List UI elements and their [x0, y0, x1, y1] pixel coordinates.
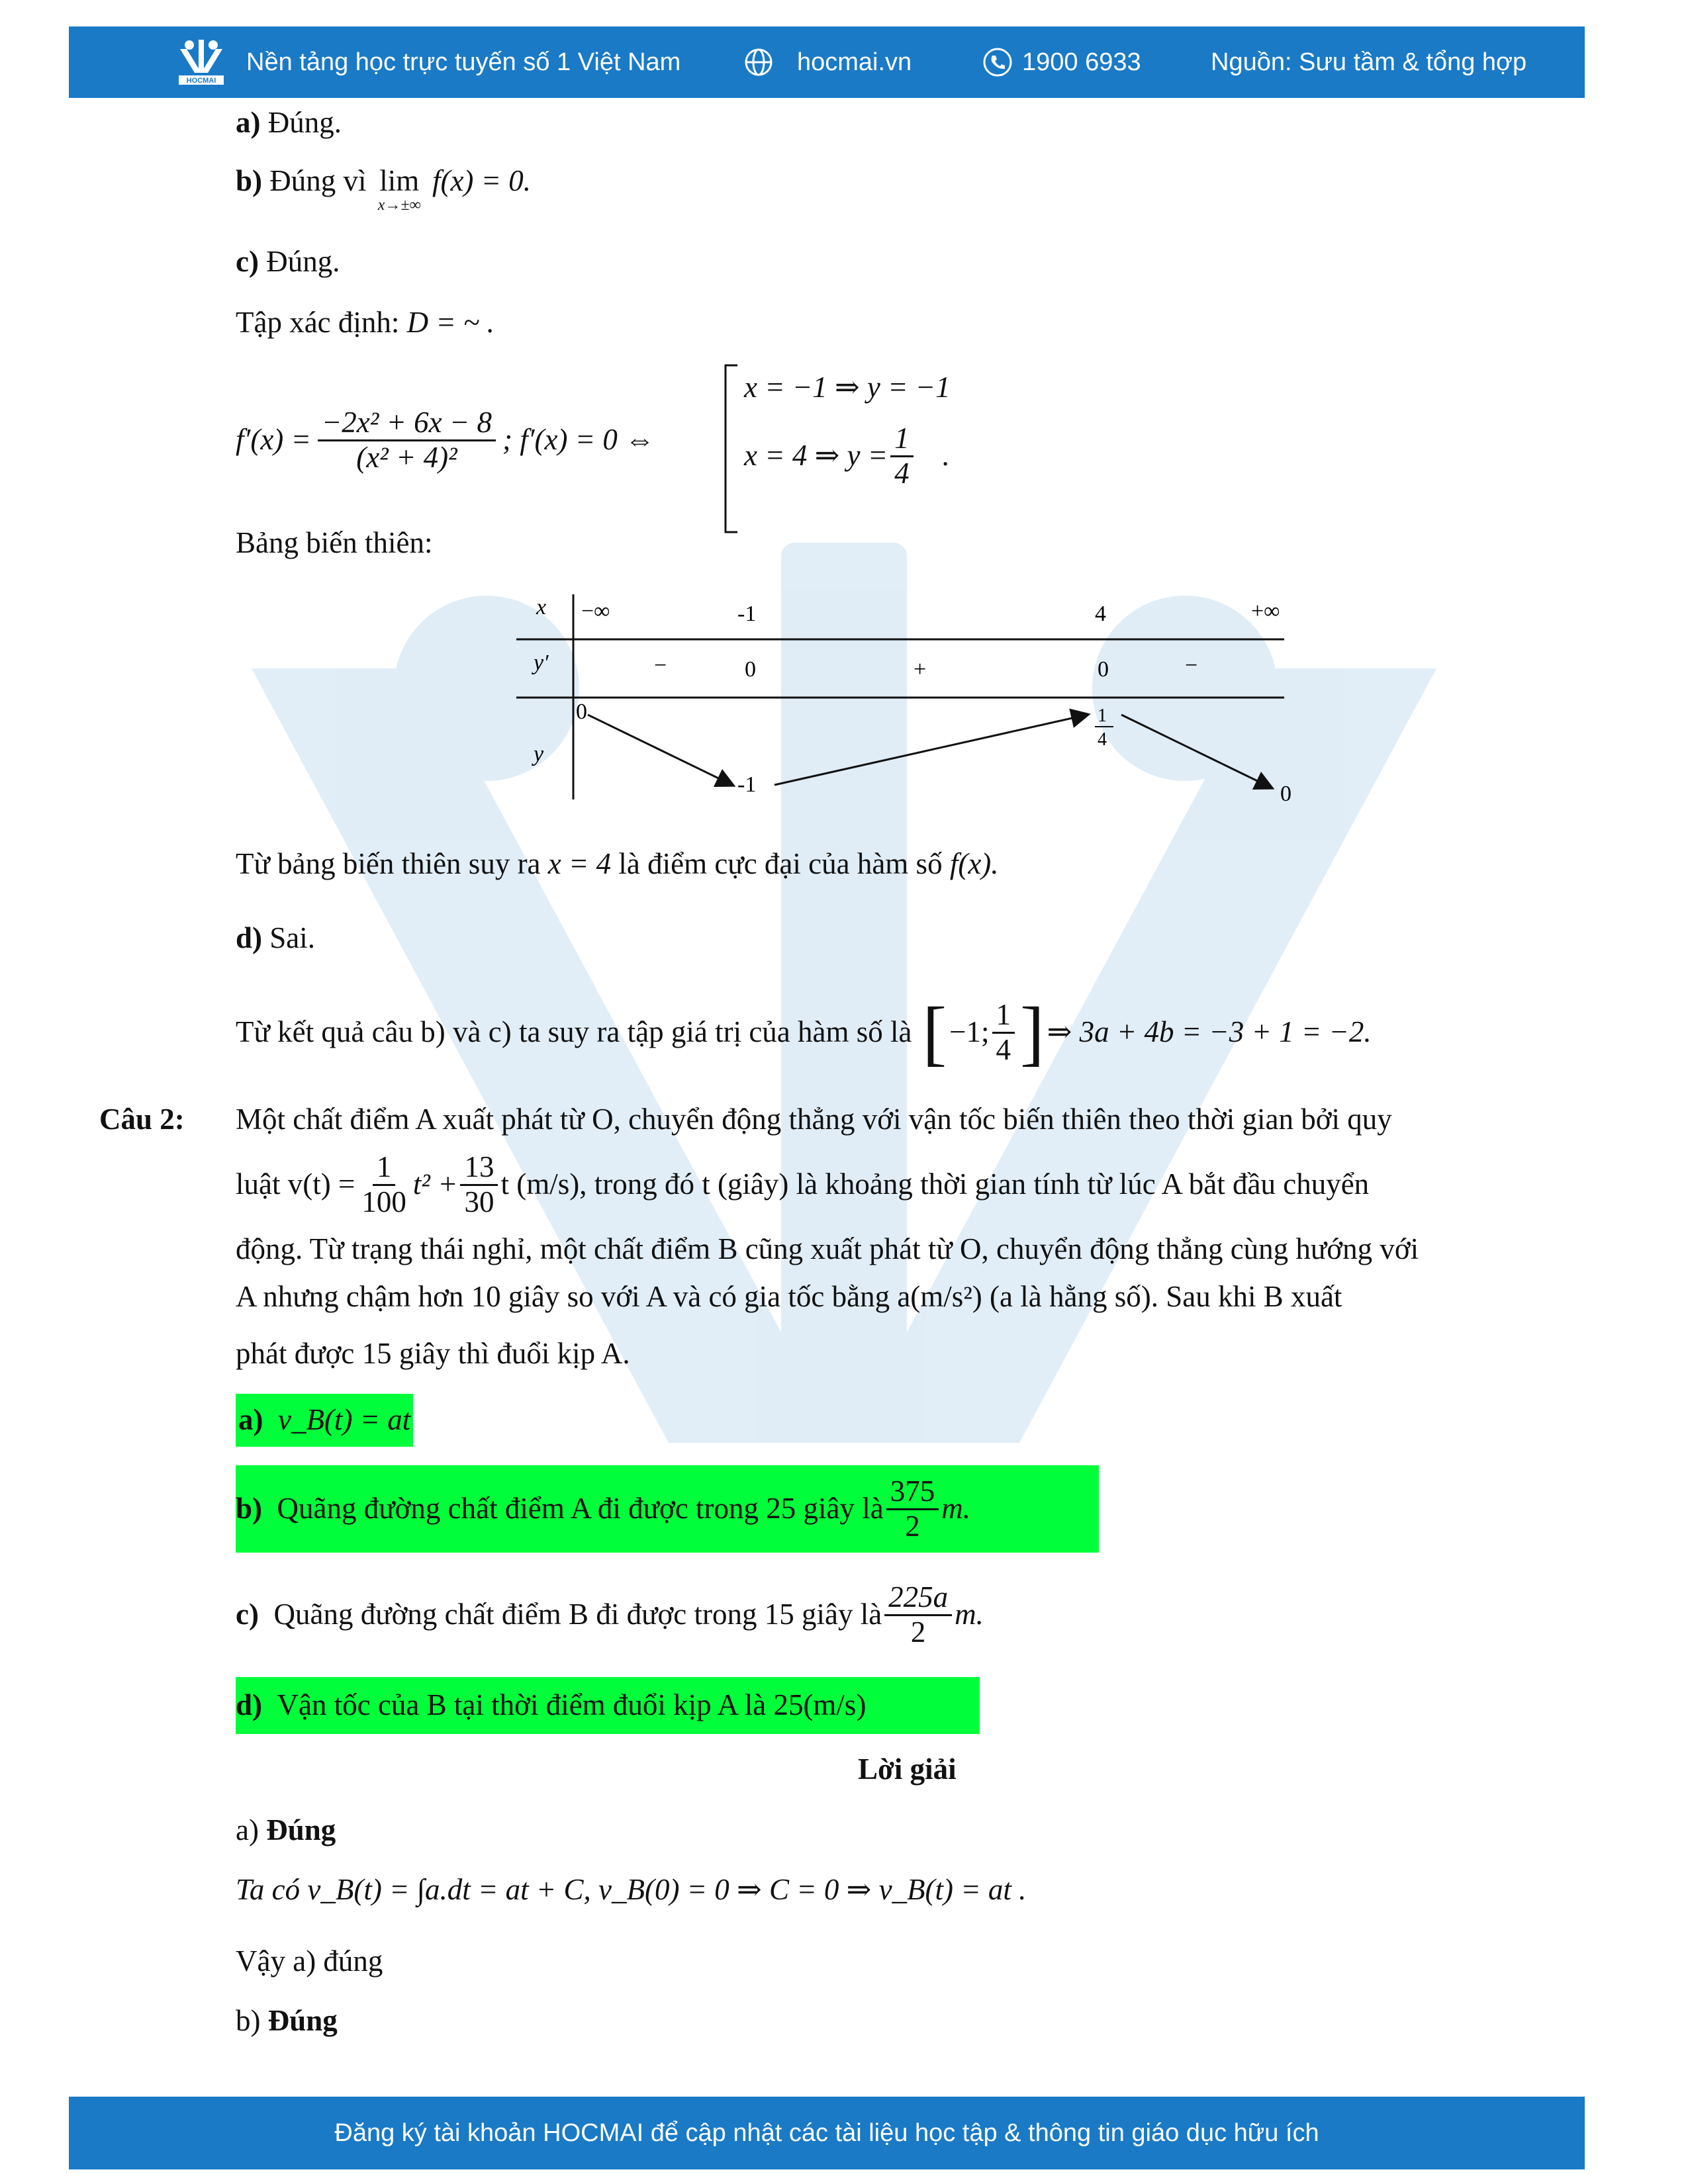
critical-case-2: x = 4 ⇒ y = $\frac{1}{4}$ .: [744, 422, 950, 490]
phone-icon: [982, 26, 1013, 98]
option-c: c) Quãng đường chất điểm B đi được trong 15 giây là $\frac{225a}{2}$ m.: [236, 1580, 984, 1649]
critical-case-1: x = −1 ⇒ y = −1: [744, 371, 951, 404]
answer-c: c) Đúng.: [236, 245, 340, 278]
globe-icon: [744, 26, 773, 98]
row-yp-label: y′: [534, 651, 549, 675]
header-logo: [175, 26, 228, 98]
derivative-line: f′(x) = $\frac{\text{−2x² + 6x − 8}}{\text{(x² + 4)²}}$ ; f′(x) = 0 ⇔: [236, 406, 655, 474]
option-b: b) Quãng đường chất điểm A đi được trong 25 giây là $\frac{375}{2}$ m.: [236, 1465, 1099, 1553]
y-value: 0: [576, 700, 587, 724]
range-line: Từ kết quả câu b) và c) ta suy ra tập giá trị của hàm số là [ −1; $\frac{1}{4}$ ] ⇒ 3a + 4b = −3 + 1 = −2.: [236, 992, 1372, 1073]
conclusion-line: Từ bảng biến thiên suy ra x = 4 là điểm cực đại của hàm số f(x).: [236, 847, 999, 880]
x-value: 4: [1095, 602, 1106, 626]
answer-b: b) Đúng vì lim x→±∞ f(x) = 0.: [236, 164, 532, 214]
solution-title: Lời giải: [858, 1752, 957, 1786]
header-bar: [69, 26, 1585, 98]
yp-sign: +: [914, 657, 927, 682]
footer-bar: [69, 2097, 1585, 2169]
solution-a-conclude: Vậy a) đúng: [236, 1944, 383, 1978]
y-value: 4: [1098, 729, 1107, 750]
question-label: Câu 2:: [99, 1103, 185, 1136]
svg-text:HOCMAI: HOCMAI: [186, 77, 216, 85]
header-tagline: Nền tảng học trực tuyến số 1 Việt Nam: [246, 48, 681, 76]
header-source: Nguồn: Sưu tầm & tổng hợp: [1211, 48, 1527, 76]
answer-a: a) Đúng.: [236, 106, 342, 139]
option-a: a) v_B(t) = at: [236, 1394, 413, 1447]
question-text-1: Một chất điểm A xuất phát từ O, chuyển động thẳng với vận tốc biến thiên theo thời gian bởi quy: [236, 1103, 1392, 1136]
solution-b-head: b) Đúng: [236, 2004, 338, 2037]
y-value: 1: [1098, 705, 1107, 726]
question-text-3: động. Từ trạng thái nghỉ, một chất điểm B cũng xuất phát từ O, chuyển động thẳng cùng hướng với: [236, 1232, 1419, 1265]
table-title: Bảng biến thiên:: [236, 526, 433, 559]
solution-a-line: Ta có v_B(t) = ∫a.dt = at + C, v_B(0) = 0 ⇒ C = 0 ⇒ v_B(t) = at .: [236, 1873, 1027, 1906]
option-d: d) Vận tốc của B tại thời điểm đuổi kịp A là 25(m/s): [236, 1677, 980, 1734]
answer-d: d) Sai.: [236, 921, 316, 954]
x-value: -1: [737, 602, 757, 626]
header-website-link[interactable]: hocmai.vn: [797, 48, 912, 76]
row-y-label: y: [534, 742, 544, 766]
header-phone[interactable]: 1900 6933: [1022, 48, 1141, 76]
question-text-4: A nhưng chậm hơn 10 giây so với A và có gia tốc bằng a(m/s²) (a là hằng số). Sau khi B xuất: [236, 1280, 1342, 1313]
hocmai-logo-icon: [175, 36, 228, 89]
row-x-label: x: [536, 595, 547, 619]
bracket-icon: [722, 363, 741, 535]
x-value: −∞: [581, 599, 610, 623]
y-value: 0: [1280, 782, 1291, 806]
yp-sign: −: [654, 653, 667, 678]
yp-sign: −: [1185, 653, 1198, 678]
yp-value: 0: [745, 657, 756, 682]
y-value: -1: [737, 772, 757, 797]
question-text-2: luật v(t) = $\frac{1}{100}$ t² + $\frac{13}{30}$ t (m/s), trong đó t (giây) là khoảng thời gian tính từ lúc A bắt đầu chuyển: [236, 1150, 1370, 1218]
x-value: +∞: [1251, 599, 1280, 623]
yp-value: 0: [1098, 657, 1109, 682]
domain-line: Tập xác định: D = ~ .: [236, 306, 494, 339]
footer-text[interactable]: Đăng ký tài khoản HOCMAI để cập nhật các tài liệu học tập & thông tin giáo dục hữu ích: [334, 2118, 1319, 2147]
solution-a-head: a) Đúng: [236, 1813, 336, 1846]
question-text-5: phát được 15 giây thì đuổi kịp A.: [236, 1337, 630, 1370]
variation-table: [510, 589, 1304, 814]
